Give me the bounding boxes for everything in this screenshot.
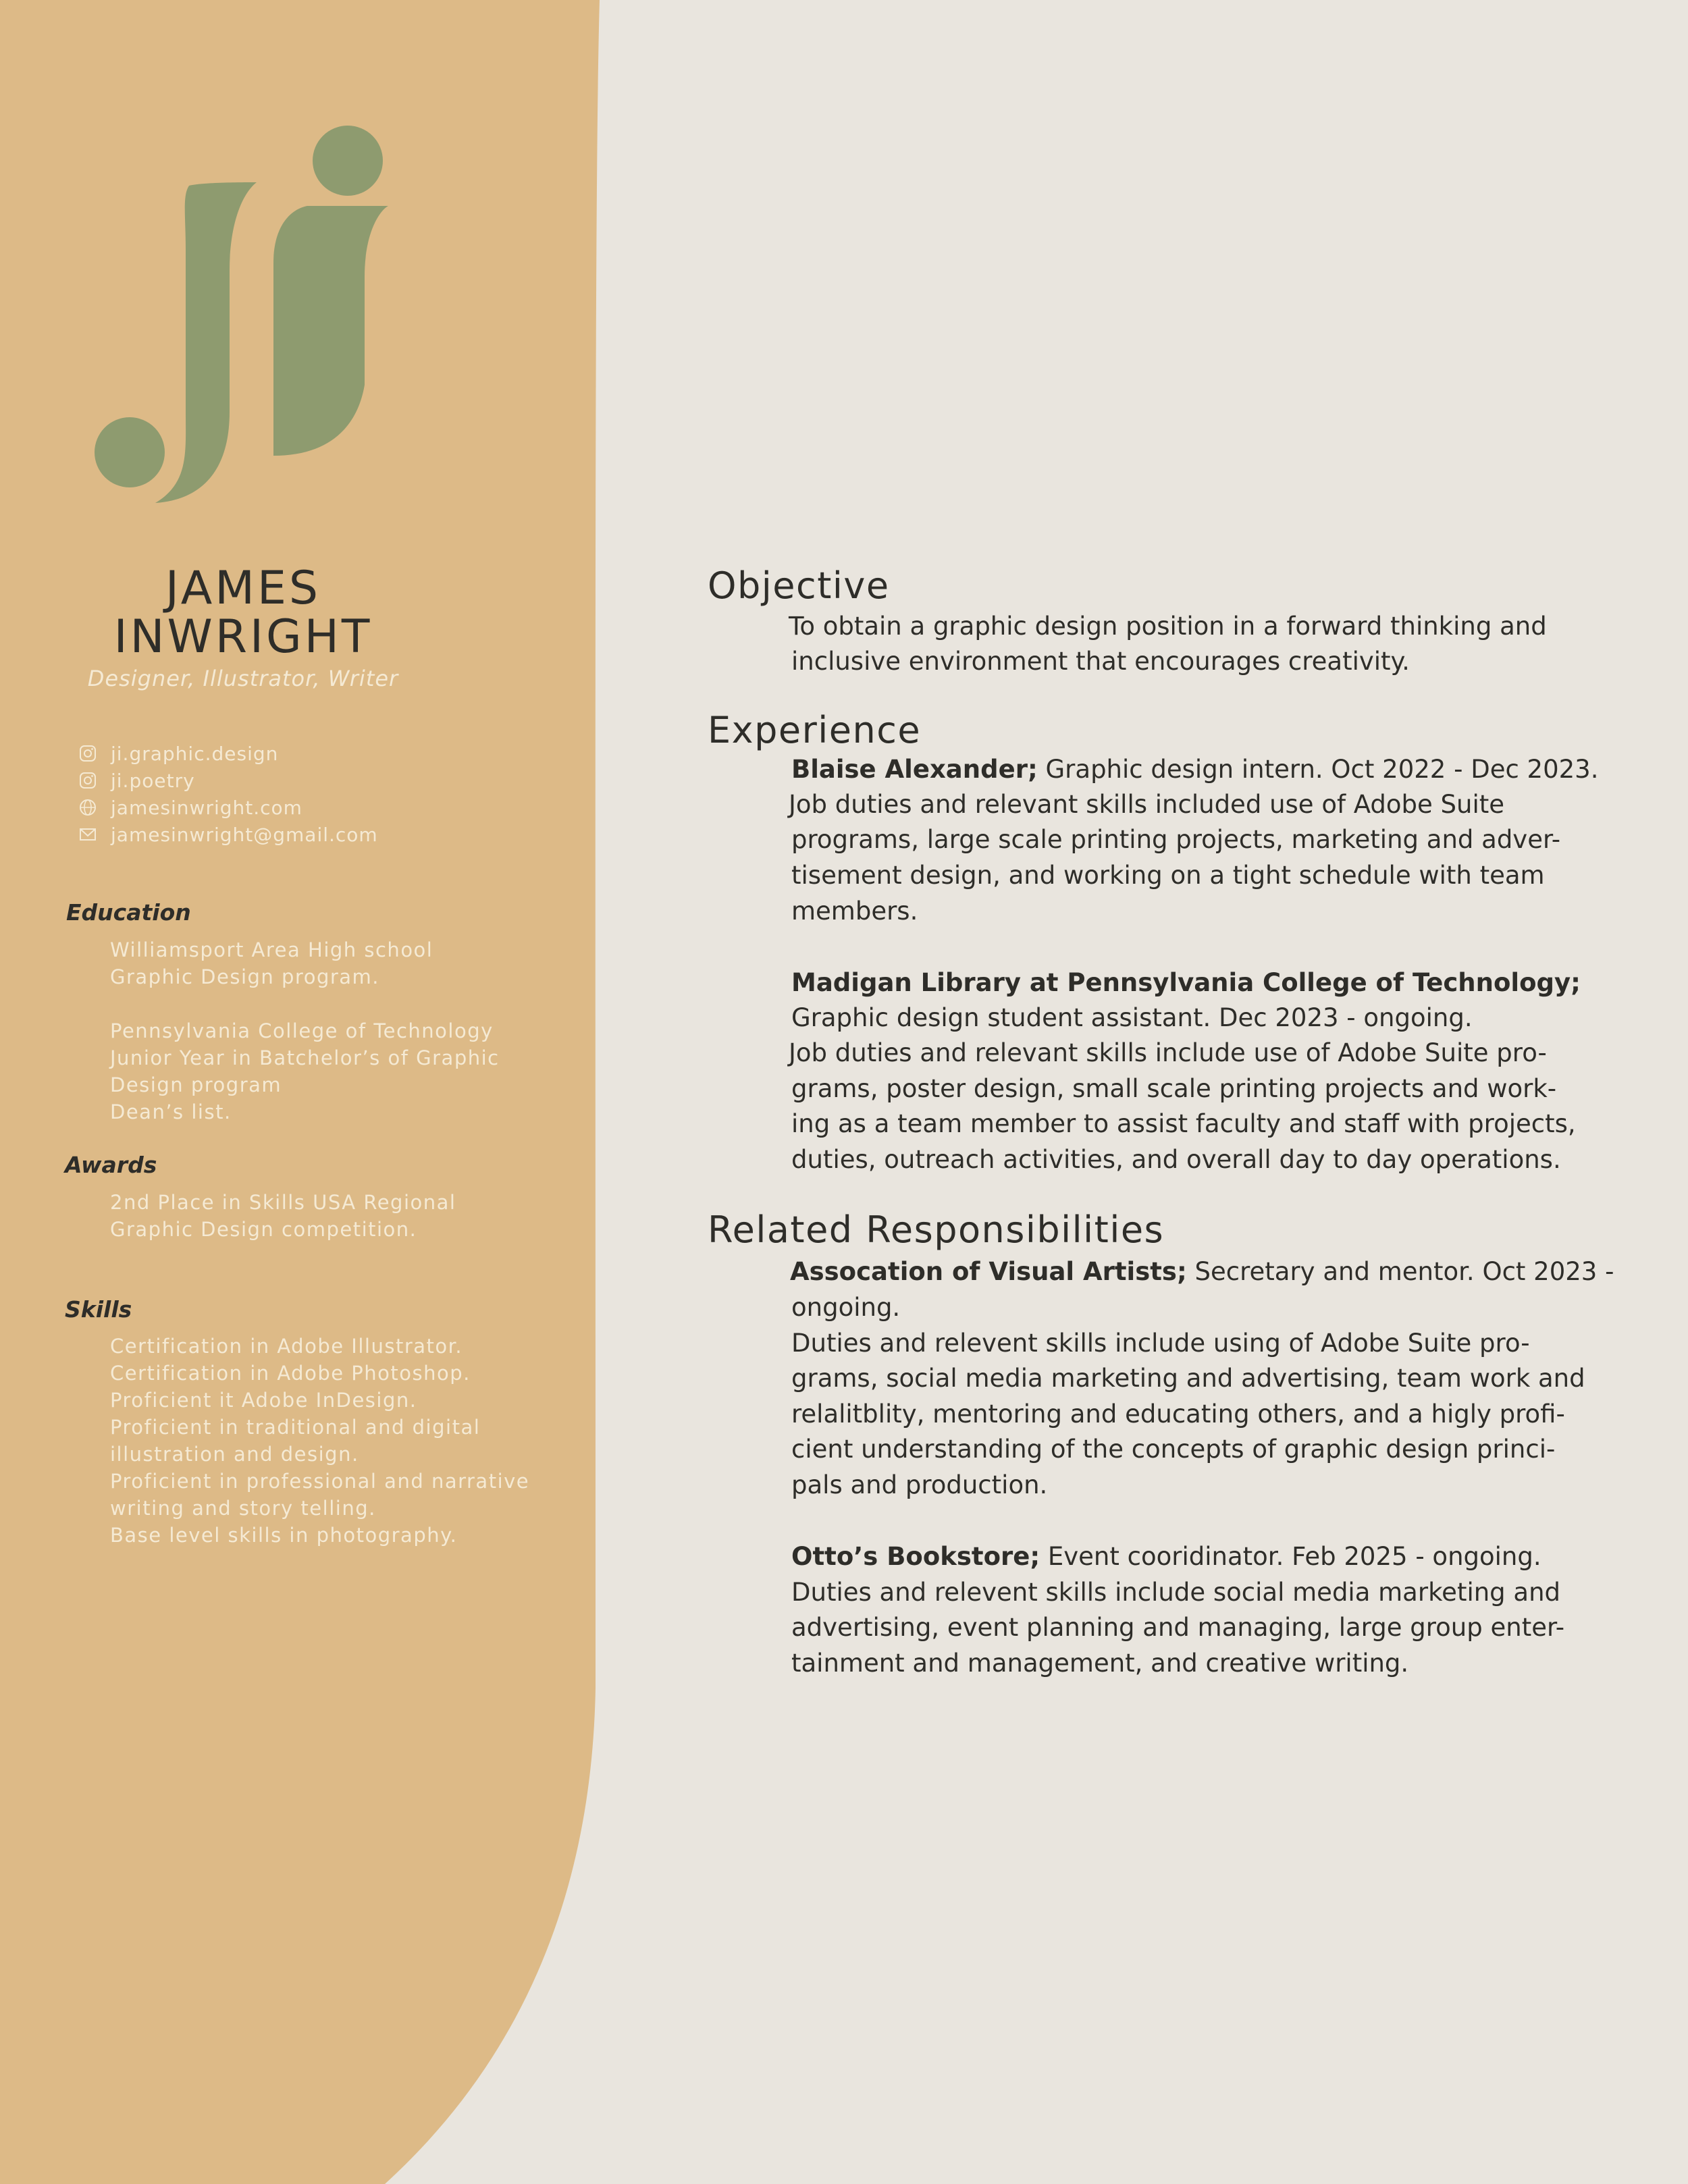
education-line: Dean’s list. [110,1100,232,1123]
role-desc-line: Duties and relevent skills include using of Adobe Suite pro- [791,1329,1530,1358]
job-desc-line: duties, outreach activities, and overall day to day operations. [791,1145,1561,1174]
instagram-icon [78,744,97,763]
contact-text: ji.graphic.design [111,742,279,765]
job-desc-line: members. [791,897,918,926]
role-desc-line: ongoing. [791,1293,901,1322]
contact-instagram-poetry[interactable] [78,767,195,794]
job-title-line [791,755,1598,784]
awards-line: 2nd Place in Skills USA Regional [110,1191,456,1214]
role-desc-line: advertising, event planning and managing, large group enter- [791,1613,1565,1642]
role-org: Otto’s Bookstore; [791,1542,1040,1571]
globe-icon [78,798,97,817]
ji-monogram-logo [88,115,398,513]
objective-line: inclusive environment that encourages creativity. [791,647,1410,676]
job-desc-line: grams, poster design, small scale printing projects and work- [791,1074,1557,1103]
education-heading: Education [66,899,191,926]
skills-line: writing and story telling. [110,1497,376,1520]
job-desc-line: Job duties and relevant skills include use of Adobe Suite pro- [789,1038,1547,1067]
education-line: Williamsport Area High school [110,938,433,961]
monogram-j-stroke [155,182,257,503]
skills-line: Base level skills in photography. [110,1524,458,1547]
monogram-i-dot [313,126,383,196]
skills-heading: Skills [65,1296,132,1323]
related-heading: Related Responsibilities [708,1208,1165,1251]
role-desc-line: tainment and management, and creative writing. [791,1649,1409,1678]
contact-text: ji.poetry [111,769,195,792]
job-org: Blaise Alexander; [791,755,1038,784]
skills-line: Proficient it Adobe InDesign. [110,1389,417,1412]
role-title: Event cooridinator. Feb 2025 - ongoing. [1040,1542,1541,1571]
contact-website[interactable] [78,794,302,821]
skills-line: Proficient in traditional and digital [110,1416,481,1439]
name-last: INWRIGHT [113,610,373,664]
role-desc-line: relalitblity, mentoring and educating others, and a higly profi- [791,1400,1565,1429]
job-org: Madigan Library at Pennsylvania College of Technology; [791,968,1581,997]
education-line: Graphic Design program. [110,965,380,988]
skills-line: Certification in Adobe Illustrator. [110,1335,463,1358]
role-title: Secretary and mentor. Oct 2023 - [1186,1257,1614,1286]
job-desc-line: Job duties and relevant skills included use of Adobe Suite [789,790,1505,819]
instagram-icon [78,771,97,790]
objective-heading: Objective [708,564,890,607]
job-subtitle: Designer, Illustrator, Writer [87,666,399,691]
skills-line: Proficient in professional and narrative [110,1470,530,1493]
role-title-line [791,1542,1541,1571]
role-desc-line: Duties and relevent skills include social media marketing and [791,1578,1561,1607]
monogram-j-dot [95,417,165,487]
role-desc-line: cient understanding of the concepts of graphic design princi- [791,1435,1556,1464]
skills-line: Certification in Adobe Photoshop. [110,1362,471,1385]
education-line: Pennsylvania College of Technology [110,1019,494,1042]
job-desc-line: Graphic design student assistant. Dec 2023 - ongoing. [791,1003,1473,1032]
role-desc-line: grams, social media marketing and advertising, team work and [791,1364,1585,1393]
job-role: Graphic design intern. Oct 2022 - Dec 2023. [1037,755,1599,784]
awards-line: Graphic Design competition. [110,1218,417,1241]
contact-email[interactable] [78,821,378,848]
job-desc-line: ing as a team member to assist faculty and staff with projects, [791,1109,1576,1138]
skills-line: illustration and design. [110,1443,359,1466]
role-desc-line: pals and production. [791,1470,1048,1499]
role-org: Assocation of Visual Artists; [790,1257,1187,1286]
mail-icon [78,825,97,844]
contact-instagram-design[interactable] [78,740,278,767]
role-title-line [790,1257,1614,1286]
name-first: JAMES [165,562,321,615]
education-line: Junior Year in Batchelor’s of Graphic [110,1046,500,1069]
awards-heading: Awards [65,1152,157,1178]
experience-heading: Experience [708,709,922,751]
objective-line: To obtain a graphic design position in a forward thinking and [789,612,1547,641]
contact-text: jamesinwright@gmail.com [111,823,378,846]
contact-text: jamesinwright.com [111,796,302,819]
job-desc-line: programs, large scale printing projects, marketing and adver- [791,825,1561,854]
monogram-i-stroke [273,206,388,456]
job-title-line [791,968,1581,997]
job-desc-line: tisement design, and working on a tight schedule with team [791,861,1545,890]
education-line: Design program [110,1073,282,1096]
